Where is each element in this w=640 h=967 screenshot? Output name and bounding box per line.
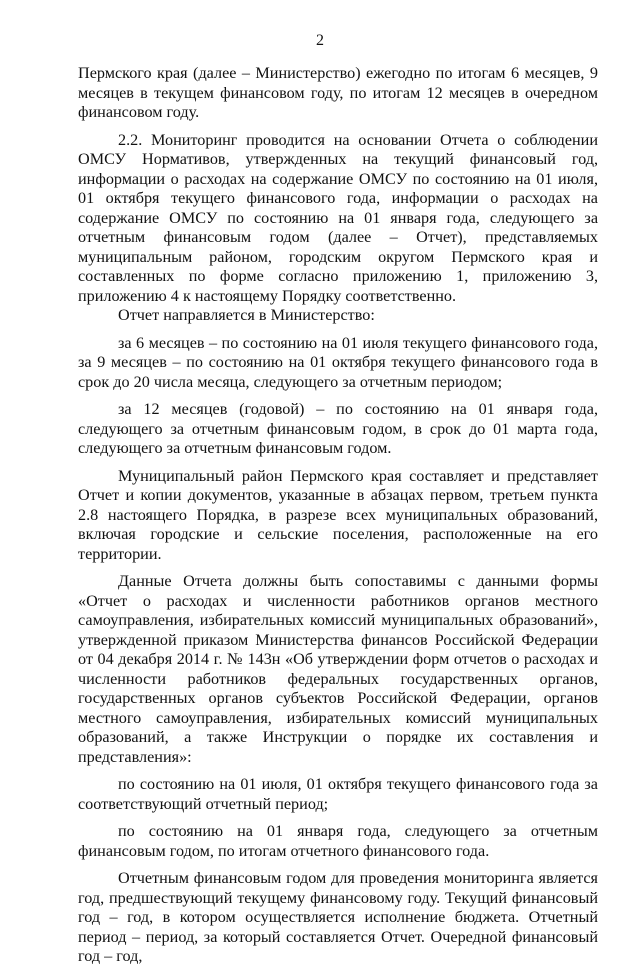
- paragraph-report-sent: Отчет направляется в Министерство:: [118, 306, 375, 324]
- paragraph-municipal-district: Муниципальный район Пермского края составляет и представляет Отчет и копии документов, указанные в абзацах первом, третьем пункта 2.8 настоящего Порядка, в разрезе всех муниципальных образований, включая городские и сельские поселения, расположенные на его территории.: [78, 466, 598, 563]
- paragraph-continuation: Пермского края (далее – Министерство) ежегодно по итогам 6 месяцев, 9 месяцев в текущем финансовом году, по итогам 12 месяцев в очередном финансовом году.: [78, 64, 598, 121]
- page-number: 2: [316, 32, 324, 49]
- paragraph-july-october: по состоянию на 01 июля, 01 октября текущего финансового года за соответствующий отчетный период;: [78, 775, 598, 813]
- paragraph-12-months: за 12 месяцев (годовой) – по состоянию на 01 января года, следующего за отчетным финансовым годом, в срок до 01 марта года, следующего за отчетным финансовым годом.: [78, 400, 598, 457]
- paragraph-definitions: Отчетным финансовым годом для проведения мониторинга является год, предшествующий текущему финансовому году. Текущий финансовый год – год, в котором осуществляется исполнение бюджета. Отчетный период – период, за который составляется Отчет. Очередной финансовый год – год,: [78, 869, 598, 965]
- document-body: [78, 64, 598, 967]
- paragraph-6-9-months: за 6 месяцев – по состоянию на 01 июля текущего финансового года, за 9 месяцев – по состоянию на 01 октября текущего финансового года в срок до 20 числа месяца, следующего за отчетным периодом;: [78, 333, 598, 391]
- paragraph-january: по состоянию на 01 января года, следующего за отчетным финансовым годом, по итогам отчетного финансового года.: [78, 822, 598, 860]
- paragraph-2-2: 2.2. Мониторинг проводится на основании Отчета о соблюдении ОМСУ Нормативов, утвержденных на текущий финансовый год, информации о расходах на содержание ОМСУ по состоянию на 01 июля, 01 октября текущего финансового года, информации о расходах на содержание ОМСУ по состоянию на 01 января года, следующего за отчетным финансовым годом (далее – Отчет), представляемых муниципальным районом, городским округом Пермского края и составленных по форме согласно приложению 1, приложению 3, приложению 4 к настоящему Порядку соответственно.: [78, 130, 598, 305]
- paragraph-report-data: Данные Отчета должны быть сопоставимы с данными формы «Отчет о расходах и численности работников органов местного самоуправления, избирательных комиссий муниципальных образований», утвержденной приказом Министерства финансов Российской Федерации от 04 декабря 2014 г. № 143н «Об утверждении форм отчетов о расходах и численности работников федеральных государственных органов, государственных органов субъектов Российской Федерации, органов местного самоуправления, избирательных комиссий муниципальных образований, а также Инструкции о порядке их составления и представления»:: [78, 572, 598, 766]
